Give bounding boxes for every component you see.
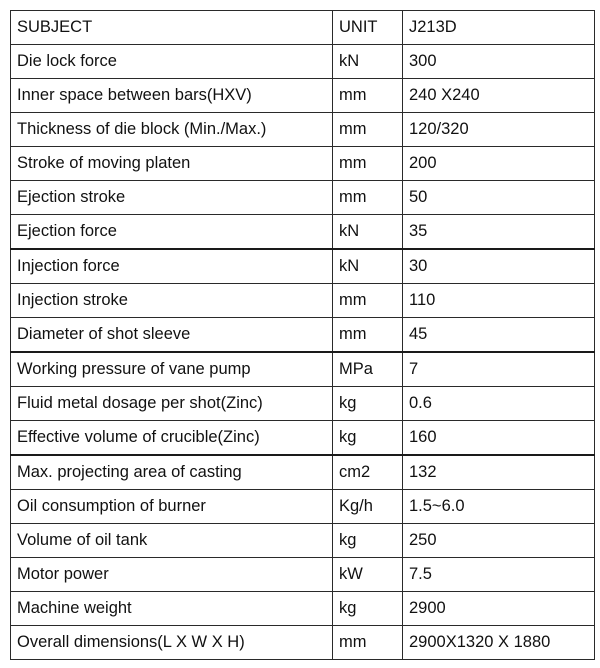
table-row bbox=[11, 524, 595, 558]
table-header-row bbox=[11, 11, 595, 45]
table-row bbox=[11, 215, 595, 250]
row-subject: Ejection force bbox=[11, 215, 333, 250]
row-unit: cm2 bbox=[333, 455, 403, 490]
table-row bbox=[11, 45, 595, 79]
row-subject: Injection force bbox=[11, 249, 333, 284]
row-unit: mm bbox=[333, 147, 403, 181]
row-subject: Max. projecting area of casting bbox=[11, 455, 333, 490]
row-value: 45 bbox=[403, 318, 595, 353]
row-value: 160 bbox=[403, 421, 595, 456]
row-subject: Machine weight bbox=[11, 592, 333, 626]
row-value: 50 bbox=[403, 181, 595, 215]
row-subject: Working pressure of vane pump bbox=[11, 352, 333, 387]
table-row bbox=[11, 626, 595, 660]
row-value: 0.6 bbox=[403, 387, 595, 421]
table-row bbox=[11, 147, 595, 181]
table-row bbox=[11, 318, 595, 353]
row-unit: kg bbox=[333, 421, 403, 456]
row-unit: kg bbox=[333, 387, 403, 421]
row-unit: kN bbox=[333, 215, 403, 250]
row-subject: Effective volume of crucible(Zinc) bbox=[11, 421, 333, 456]
row-unit: mm bbox=[333, 181, 403, 215]
header-unit: UNIT bbox=[333, 11, 403, 45]
spec-table bbox=[10, 10, 595, 660]
row-unit: mm bbox=[333, 284, 403, 318]
table-row bbox=[11, 284, 595, 318]
row-unit: mm bbox=[333, 113, 403, 147]
row-subject: Volume of oil tank bbox=[11, 524, 333, 558]
table-row bbox=[11, 592, 595, 626]
row-unit: kN bbox=[333, 249, 403, 284]
row-value: 35 bbox=[403, 215, 595, 250]
row-unit: kN bbox=[333, 45, 403, 79]
header-subject: SUBJECT bbox=[11, 11, 333, 45]
row-subject: Overall dimensions(L X W X H) bbox=[11, 626, 333, 660]
table-row bbox=[11, 387, 595, 421]
row-value: 30 bbox=[403, 249, 595, 284]
row-subject: Thickness of die block (Min./Max.) bbox=[11, 113, 333, 147]
row-value: 2900X1320 X 1880 bbox=[403, 626, 595, 660]
table-row bbox=[11, 79, 595, 113]
row-value: 7 bbox=[403, 352, 595, 387]
row-unit: mm bbox=[333, 79, 403, 113]
row-value: 200 bbox=[403, 147, 595, 181]
row-unit: kW bbox=[333, 558, 403, 592]
row-unit: MPa bbox=[333, 352, 403, 387]
row-subject: Fluid metal dosage per shot(Zinc) bbox=[11, 387, 333, 421]
row-subject: Diameter of shot sleeve bbox=[11, 318, 333, 353]
row-subject: Motor power bbox=[11, 558, 333, 592]
row-value: 120/320 bbox=[403, 113, 595, 147]
table-row bbox=[11, 113, 595, 147]
row-value: 250 bbox=[403, 524, 595, 558]
row-value: 300 bbox=[403, 45, 595, 79]
row-value: 240 X240 bbox=[403, 79, 595, 113]
row-value: 110 bbox=[403, 284, 595, 318]
table-row bbox=[11, 181, 595, 215]
row-value: 2900 bbox=[403, 592, 595, 626]
row-unit: mm bbox=[333, 626, 403, 660]
table-row bbox=[11, 249, 595, 284]
row-value: 7.5 bbox=[403, 558, 595, 592]
row-unit: Kg/h bbox=[333, 490, 403, 524]
row-value: 1.5~6.0 bbox=[403, 490, 595, 524]
table-row bbox=[11, 421, 595, 456]
table-row bbox=[11, 558, 595, 592]
table-row bbox=[11, 490, 595, 524]
row-unit: mm bbox=[333, 318, 403, 353]
row-subject: Die lock force bbox=[11, 45, 333, 79]
table-row bbox=[11, 455, 595, 490]
row-unit: kg bbox=[333, 592, 403, 626]
row-subject: Inner space between bars(HXV) bbox=[11, 79, 333, 113]
header-model: J213D bbox=[403, 11, 595, 45]
row-value: 132 bbox=[403, 455, 595, 490]
table-row bbox=[11, 352, 595, 387]
row-unit: kg bbox=[333, 524, 403, 558]
row-subject: Ejection stroke bbox=[11, 181, 333, 215]
row-subject: Oil consumption of burner bbox=[11, 490, 333, 524]
row-subject: Stroke of moving platen bbox=[11, 147, 333, 181]
row-subject: Injection stroke bbox=[11, 284, 333, 318]
